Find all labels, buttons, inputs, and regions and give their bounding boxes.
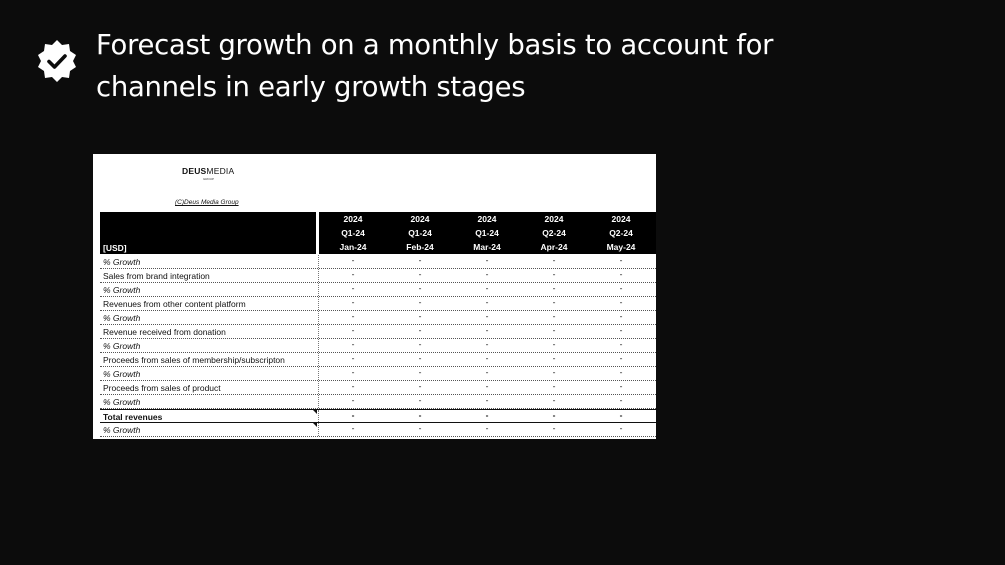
value-cell: - <box>351 410 355 420</box>
row-label: Total revenues <box>103 412 163 422</box>
row-label: Revenue received from donation <box>103 327 226 337</box>
period-quarter: Q2-24 <box>609 228 633 238</box>
value-cell: - <box>351 423 355 433</box>
value-cell: - <box>485 325 489 335</box>
value-cell: - <box>418 423 422 433</box>
value-cell: - <box>418 283 422 293</box>
value-cell: - <box>552 297 556 307</box>
period-year: 2024 <box>611 214 631 224</box>
value-cell: - <box>418 311 422 321</box>
value-cell: - <box>552 283 556 293</box>
period-column-header <box>453 212 521 254</box>
period-column-header <box>319 212 387 254</box>
value-cell: - <box>485 269 489 279</box>
logo-subtext: GROUP <box>203 177 215 181</box>
period-quarter: Q2-24 <box>542 228 566 238</box>
value-cell: - <box>485 353 489 363</box>
value-cell: - <box>619 423 623 433</box>
copyright-note: (C)Deus Media Group <box>175 199 239 206</box>
value-cell: - <box>552 395 556 405</box>
period-month: Feb-24 <box>406 242 434 252</box>
period-quarter: Q1-24 <box>341 228 365 238</box>
spreadsheet-screenshot <box>93 154 656 439</box>
row-label: Revenues from other content platform <box>103 299 246 309</box>
value-cell: - <box>552 381 556 391</box>
currency-label: [USD] <box>103 243 127 253</box>
table-row <box>100 367 656 381</box>
company-logo <box>182 166 234 176</box>
value-cell: - <box>351 283 355 293</box>
period-column-header <box>587 212 655 254</box>
header-label-cell <box>100 212 316 254</box>
table-row <box>100 297 656 311</box>
value-cell: - <box>619 297 623 307</box>
value-cell: - <box>351 325 355 335</box>
period-year: 2024 <box>343 214 363 224</box>
row-label: Proceeds from sales of membership/subscripton <box>103 355 285 365</box>
period-month: Jan-24 <box>339 242 367 252</box>
value-cell: - <box>485 395 489 405</box>
table-row <box>100 269 656 283</box>
row-label: % Growth <box>103 341 141 351</box>
row-label: Proceeds from sales of product <box>103 383 221 393</box>
value-cell: - <box>418 410 422 420</box>
value-cell: - <box>619 367 623 377</box>
value-cell: - <box>619 353 623 363</box>
value-cell: - <box>552 410 556 420</box>
cell-note-marker <box>313 423 317 427</box>
value-cell: - <box>418 367 422 377</box>
value-cell: - <box>552 255 556 265</box>
table-row <box>100 395 656 409</box>
period-header <box>319 212 656 254</box>
table-row <box>100 311 656 325</box>
value-cell: - <box>351 297 355 307</box>
period-month: Apr-24 <box>540 242 568 252</box>
value-cell: - <box>418 269 422 279</box>
value-cell: - <box>619 381 623 391</box>
value-cell: - <box>485 339 489 349</box>
period-column-header <box>520 212 588 254</box>
row-label: % Growth <box>103 425 141 435</box>
value-cell: - <box>619 325 623 335</box>
period-column-header <box>386 212 454 254</box>
period-month: May-24 <box>606 242 636 252</box>
value-cell: - <box>485 255 489 265</box>
cell-note-marker <box>313 410 317 414</box>
period-month: Mar-24 <box>473 242 501 252</box>
value-cell: - <box>418 325 422 335</box>
row-label: % Growth <box>103 313 141 323</box>
value-cell: - <box>485 283 489 293</box>
period-year: 2024 <box>544 214 564 224</box>
value-cell: - <box>351 381 355 391</box>
table-row <box>100 339 656 353</box>
value-cell: - <box>418 297 422 307</box>
value-cell: - <box>619 269 623 279</box>
value-cell: - <box>418 255 422 265</box>
value-cell: - <box>351 255 355 265</box>
value-cell: - <box>619 255 623 265</box>
value-cell: - <box>418 381 422 391</box>
value-cell: - <box>552 367 556 377</box>
table-row <box>100 255 656 269</box>
value-cell: - <box>485 297 489 307</box>
value-cell: - <box>485 381 489 391</box>
logo-bold-text: DEUS <box>182 166 207 176</box>
value-cell: - <box>552 311 556 321</box>
period-year: 2024 <box>410 214 430 224</box>
value-cell: - <box>485 423 489 433</box>
table-row <box>100 423 656 437</box>
row-label: % Growth <box>103 285 141 295</box>
value-cell: - <box>351 395 355 405</box>
table-row <box>100 283 656 297</box>
value-cell: - <box>418 339 422 349</box>
value-cell: - <box>619 283 623 293</box>
value-cell: - <box>418 353 422 363</box>
value-cell: - <box>619 410 623 420</box>
value-cell: - <box>552 339 556 349</box>
value-cell: - <box>485 311 489 321</box>
row-label: % Growth <box>103 397 141 407</box>
logo-light-text: MEDIA <box>206 166 235 176</box>
row-label: % Growth <box>103 369 141 379</box>
table-row <box>100 353 656 367</box>
value-cell: - <box>552 423 556 433</box>
value-cell: - <box>619 311 623 321</box>
forecast-table <box>100 255 656 437</box>
value-cell: - <box>485 367 489 377</box>
value-cell: - <box>351 311 355 321</box>
value-cell: - <box>418 395 422 405</box>
period-quarter: Q1-24 <box>408 228 432 238</box>
table-row <box>100 409 656 423</box>
value-cell: - <box>552 325 556 335</box>
table-row <box>100 381 656 395</box>
verified-check-badge-icon <box>34 38 80 84</box>
value-cell: - <box>485 410 489 420</box>
value-cell: - <box>351 269 355 279</box>
value-cell: - <box>619 395 623 405</box>
table-row <box>100 325 656 339</box>
period-quarter: Q1-24 <box>475 228 499 238</box>
value-cell: - <box>351 353 355 363</box>
value-cell: - <box>552 353 556 363</box>
value-cell: - <box>552 269 556 279</box>
row-label: Sales from brand integration <box>103 271 210 281</box>
slide-heading: Forecast growth on a monthly basis to account for channels in early growth stages <box>96 29 774 103</box>
value-cell: - <box>619 339 623 349</box>
value-cell: - <box>351 367 355 377</box>
period-year: 2024 <box>477 214 497 224</box>
row-label: % Growth <box>103 257 141 267</box>
value-cell: - <box>351 339 355 349</box>
